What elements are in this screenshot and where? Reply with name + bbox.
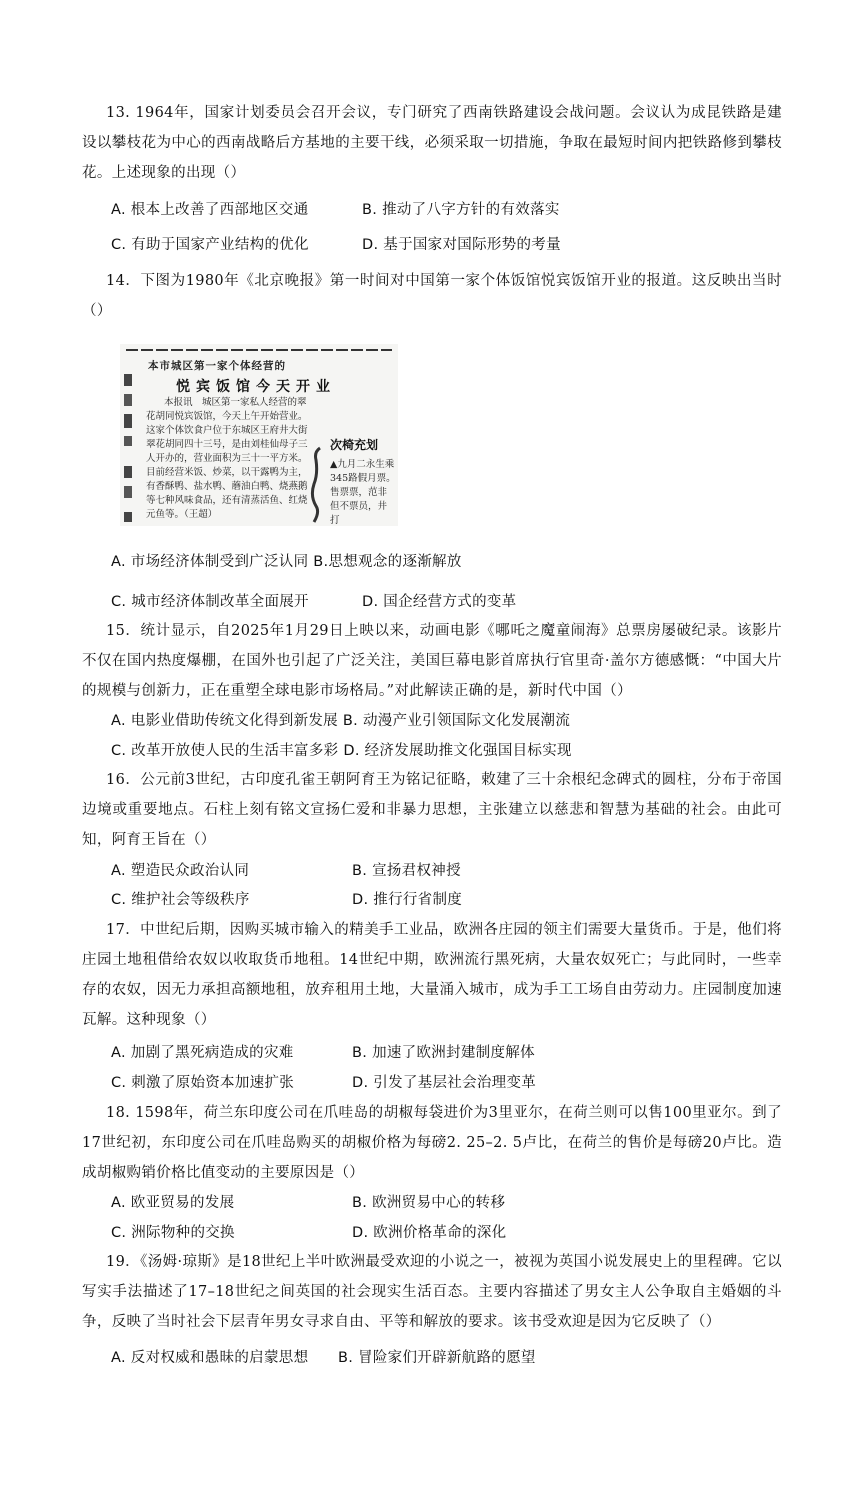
question-16-option-c: C. 维护社会等级秩序 [111, 892, 250, 908]
question-17-option-a: A. 加剧了黑死病造成的灾难 [111, 1045, 294, 1061]
question-16-option-b: B. 宣扬君权神授 [352, 863, 461, 879]
question-15-option-cd: C. 改革开放使人民的生活丰富多彩 D. 经济发展助推文化强国目标实现 [111, 743, 572, 759]
question-14-option-c: C. 城市经济体制改革全面展开 [111, 594, 309, 610]
question-14-stem: 14．下图为1980年《北京晚报》第一时间对中国第一家个体饭馆悦宾饭馆开业的报道。这反映出当时（） [82, 273, 782, 319]
clipping-body-text: 本报讯 城区第一家私人经营的翠花胡同悦宾饭馆，今天上午开始营业。这家个体饮食户位于东城区王府井大街翠花胡同四十三号，是由刘桂仙母子三人开办的，营业面积为三十一平方米。目前经营米饭、炒菜，以干露鸭为主，有香酥鸭、盐水鸭、蘑油白鸭、烧燕鹅等七种风味食品，还有清蒸活鱼、红烧元鱼等。（王超） [146, 397, 308, 520]
question-13-option-b: B. 推动了八字方针的有效落实 [362, 202, 560, 218]
question-19-stem: 19．《汤姆·琼斯》是18世纪上半叶欧洲最受欢迎的小说之一，被视为英国小说发展史上的里程碑。它以写实手法描述了17–18世纪之间英国的社会现实生活百态。主要内容描述了男女主人公争取自主婚姻的斗争，反映了当时社会下层青年男女寻求自由、平等和解放的要求。该书受欢迎是因为它反映了（） [82, 1254, 782, 1330]
question-19-option-b: B. 冒险家们开辟新航路的愿望 [338, 1350, 536, 1366]
question-18-stem: 18. 1598年，荷兰东印度公司在爪哇岛的胡椒每袋进价为3里亚尔，在荷兰则可以售100里亚尔。到了17世纪初，东印度公司在爪哇岛购买的胡椒价格为每磅2. 25–2. 5卢比，在荷兰的售价是每磅20卢比。造成胡椒购销价格比值变动的主要原因是（） [82, 1105, 782, 1181]
newspaper-clipping-image [120, 344, 398, 526]
question-13-option-c: C. 有助于国家产业结构的优化 [111, 237, 309, 253]
clipping-headline-small: 本市城区第一家个体经营的 [148, 360, 286, 372]
question-16-option-a: A. 塑造民众政治认同 [111, 863, 250, 879]
question-13-option-a: A. 根本上改善了西部地区交通 [111, 202, 309, 218]
question-18-option-a: A. 欧亚贸易的发展 [111, 1195, 235, 1211]
question-19-option-a: A. 反对权威和愚昧的启蒙思想 [111, 1350, 309, 1366]
clipping-side-body: ▲九月二永生乘345路假月票。售票票，范非但不票员，井打 [330, 459, 396, 526]
question-16-option-d: D. 推行行省制度 [352, 892, 463, 908]
question-14-option-d: D. 国企经营方式的变革 [362, 594, 517, 610]
clipping-side-headline: 次椅充划 [330, 438, 379, 452]
question-16-stem: 16．公元前3世纪，古印度孔雀王朝阿育王为铭记征略，敕建了三十余根纪念碑式的圆柱，分布于帝国边境或重要地点。石柱上刻有铭文宣扬仁爱和非暴力思想，主张建立以慈悲和智慧为基础的社会。由此可知，阿育王旨在（） [82, 772, 782, 848]
question-17-option-b: B. 加速了欧洲封建制度解体 [352, 1045, 535, 1061]
question-18-option-b: B. 欧洲贸易中心的转移 [352, 1195, 506, 1211]
question-13-option-d: D. 基于国家对国际形势的考量 [362, 237, 561, 253]
question-13-stem: 13. 1964年，国家计划委员会召开会议，专门研究了西南铁路建设会战问题。会议认为成昆铁路是建设以攀枝花为中心的西南战略后方基地的主要干线，必须采取一切措施，争取在最短时间内把铁路修到攀枝花。上述现象的出现（） [82, 105, 782, 181]
question-17-option-d: D. 引发了基层社会治理变革 [352, 1075, 537, 1091]
question-18-option-c: C. 洲际物种的交换 [111, 1225, 235, 1241]
question-14-option-ab: A. 市场经济体制受到广泛认同 B.思想观念的逐渐解放 [111, 554, 462, 570]
question-15-option-ab: A. 电影业借助传统文化得到新发展 B. 动漫产业引领国际文化发展潮流 [111, 713, 571, 729]
question-17-stem: 17．中世纪后期，因购买城市输入的精美手工业品，欧洲各庄园的领主们需要大量货币。于是，他们将庄园土地租借给农奴以收取货币地租。14世纪中期，欧洲流行黑死病，大量农奴死亡；与此同时，一些幸存的农奴，因无力承担高额地租，放弃租用土地，大量涌入城市，成为手工工场自由劳动力。庄园制度加速瓦解。这种现象（） [82, 922, 782, 1028]
question-17-option-c: C. 刺激了原始资本加速扩张 [111, 1075, 295, 1091]
clipping-headline: 悦宾饭馆今天开业 [176, 379, 336, 395]
question-18-option-d: D. 欧洲价格革命的深化 [352, 1225, 507, 1241]
question-15-stem: 15．统计显示，自2025年1月29日上映以来，动画电影《哪吒之魔童闹海》总票房屡破纪录。该影片不仅在国内热度爆棚，在国外也引起了广泛关注，美国巨幕电影首席执行官里奇·盖尔方德感慨：“中国大片的规模与创新力，正在重塑全球电影市场格局。”对此解读正确的是，新时代中国（） [82, 623, 782, 699]
